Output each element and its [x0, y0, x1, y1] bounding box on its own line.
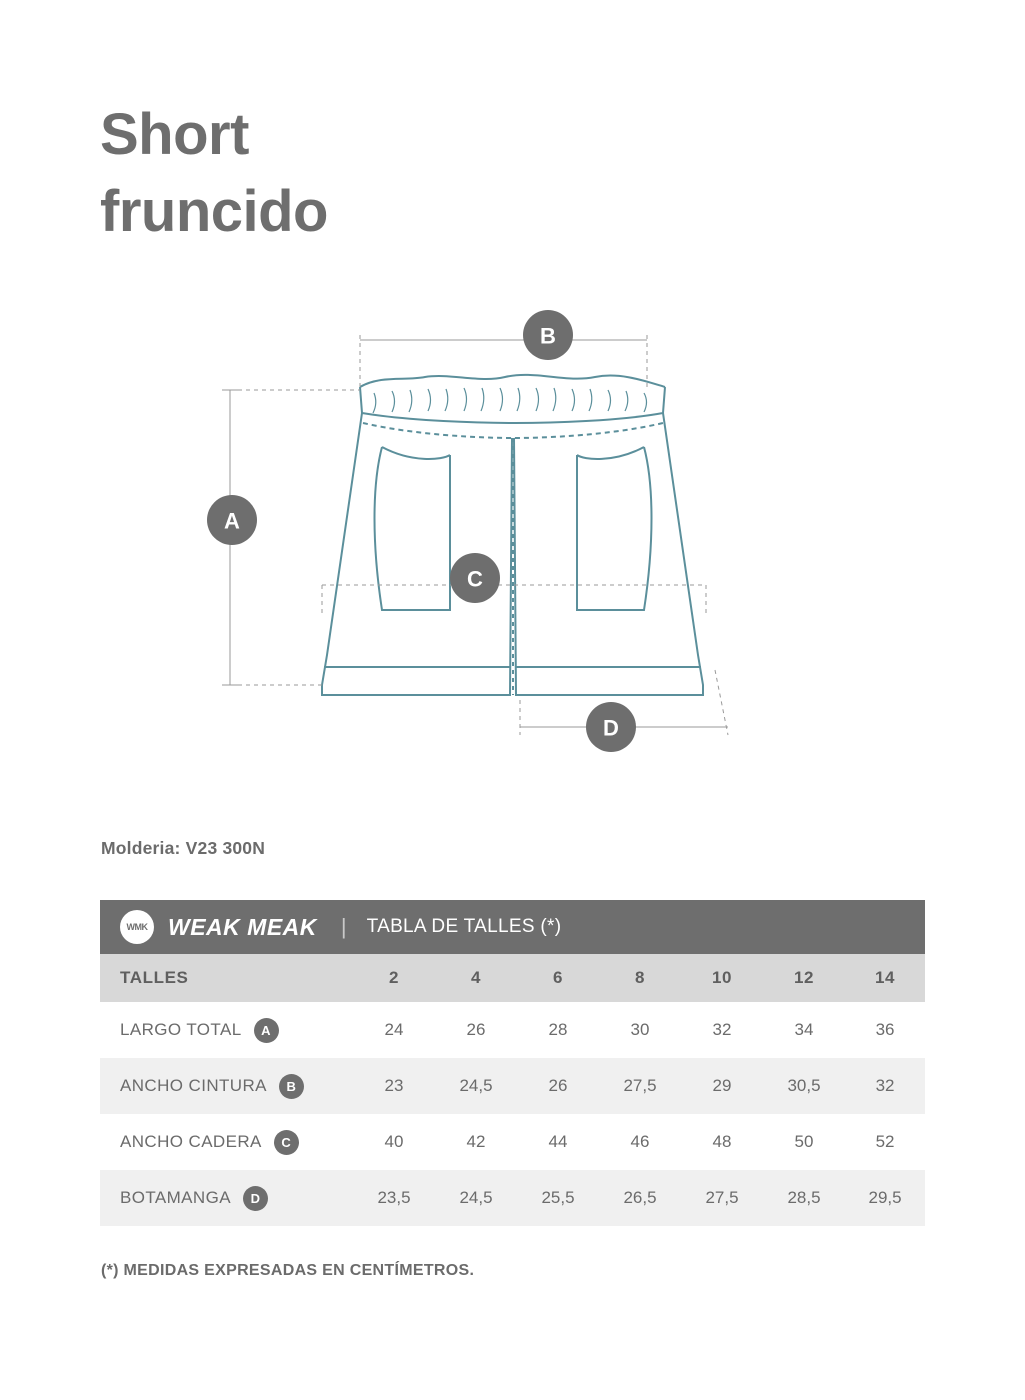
svg-text:A: A: [224, 508, 240, 534]
measure-badge-c: C: [274, 1130, 299, 1155]
table-row: [100, 1058, 925, 1114]
svg-text:D: D: [603, 715, 619, 741]
measure-value: 30: [630, 1020, 650, 1039]
measure-value: 26: [517, 1058, 599, 1114]
measure-label: ANCHO CINTURA: [120, 1076, 267, 1095]
measure-label-cell: [100, 1002, 353, 1058]
size-column-header: 6: [517, 954, 599, 1002]
page-title-line-1: Short: [100, 102, 249, 167]
size-table-wrapper: [100, 900, 925, 1226]
measure-value: 44: [548, 1132, 568, 1151]
table-caption: TABLA DE TALLES (*): [366, 916, 562, 937]
measure-value: 34: [794, 1020, 814, 1039]
size-table: [100, 900, 925, 1226]
measure-value: 48: [712, 1132, 732, 1151]
measure-value: 24,5: [435, 1058, 517, 1114]
measure-badge-a: A: [254, 1018, 279, 1043]
size-column-header: 10: [681, 954, 763, 1002]
sizes-label: TALLES: [100, 954, 353, 1002]
measure-label: ANCHO CADERA: [120, 1132, 262, 1151]
measure-badge-b: B: [279, 1074, 304, 1099]
measure-label-cell: [100, 1114, 353, 1170]
brand-logo-icon: WMK: [120, 910, 154, 944]
units-footnote: (*) MEDIDAS EXPRESADAS EN CENTÍMETROS.: [101, 1262, 475, 1279]
measure-value: 28,5: [763, 1170, 845, 1226]
size-column-header: 2: [353, 954, 435, 1002]
table-header-cell: [100, 900, 925, 954]
page-title-line-2: fruncido: [100, 178, 328, 244]
size-column-header: 12: [763, 954, 845, 1002]
measure-value: 32: [712, 1020, 732, 1039]
svg-text:B: B: [540, 323, 556, 349]
measure-value: 28: [548, 1020, 568, 1039]
diagram-marker-d: [586, 702, 636, 752]
size-column-header: 4: [435, 954, 517, 1002]
table-sizes-row: [100, 954, 925, 1002]
molderia-code: Molderia: V23 300N: [101, 838, 266, 858]
measure-value: 50: [794, 1132, 814, 1151]
diagram-marker-b: [523, 310, 573, 360]
header-separator: |: [340, 914, 347, 939]
measure-value: 40: [384, 1132, 404, 1151]
garment-illustration: [150, 295, 890, 775]
measure-label-cell: [100, 1058, 353, 1114]
measure-value: 24,5: [435, 1170, 517, 1226]
measure-value: 46: [630, 1132, 650, 1151]
measure-value: 24: [384, 1020, 404, 1039]
measure-badge-d: D: [243, 1186, 268, 1211]
measure-value: 30,5: [763, 1058, 845, 1114]
measure-value: 27,5: [599, 1058, 681, 1114]
measure-label: BOTAMANGA: [120, 1188, 231, 1207]
page-title: [100, 97, 328, 250]
measure-value: 29: [681, 1058, 763, 1114]
measure-value: 52: [875, 1132, 895, 1151]
table-row: [100, 1002, 925, 1058]
measure-value: 42: [466, 1132, 486, 1151]
measure-value: 23,5: [353, 1170, 435, 1226]
measure-value: 27,5: [681, 1170, 763, 1226]
measure-value: 26: [466, 1020, 486, 1039]
table-header-row: [100, 900, 925, 954]
measure-label: LARGO TOTAL: [120, 1020, 242, 1039]
diagram-marker-c: [450, 553, 500, 603]
diagram-marker-a: [207, 495, 257, 545]
measure-value: 29,5: [845, 1170, 925, 1226]
table-row: [100, 1114, 925, 1170]
measure-value: 23: [353, 1058, 435, 1114]
measure-value: 26,5: [599, 1170, 681, 1226]
measure-label-cell: [100, 1170, 353, 1226]
measure-value: 36: [875, 1020, 895, 1039]
measure-value: 32: [845, 1058, 925, 1114]
table-row: [100, 1170, 925, 1226]
brand-name: WEAK MEAK: [168, 913, 317, 940]
shorts-technical-drawing: [150, 295, 890, 775]
size-column-header: 14: [845, 954, 925, 1002]
measure-value: 25,5: [517, 1170, 599, 1226]
size-column-header: 8: [599, 954, 681, 1002]
svg-text:C: C: [467, 566, 483, 592]
